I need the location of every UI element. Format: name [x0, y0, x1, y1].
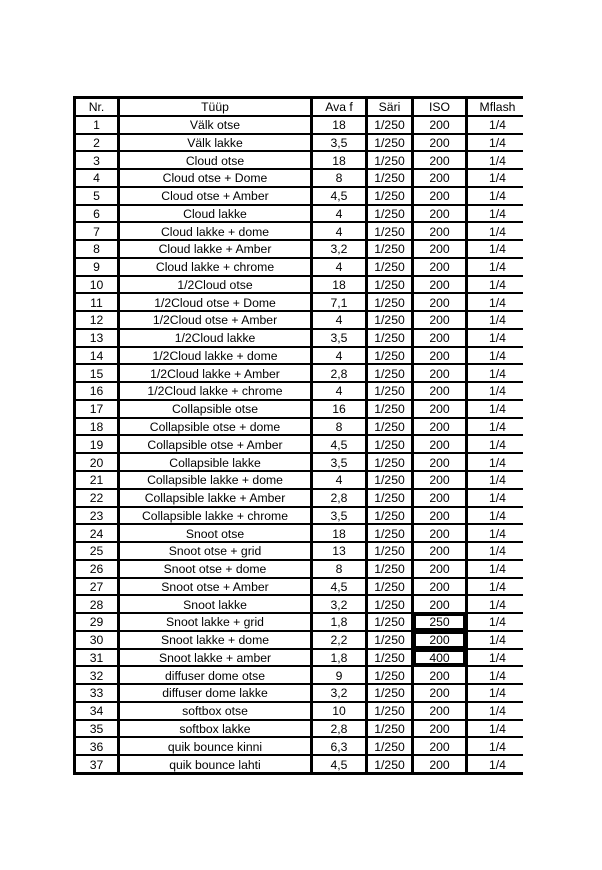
cell-iso: 200 [414, 596, 465, 612]
cell-iso: 200 [414, 241, 465, 257]
cell-ava-f: 3,5 [313, 330, 365, 346]
cell-iso: 200 [414, 685, 465, 701]
cell-ava-f: 7,1 [313, 294, 365, 310]
cell-ava-f: 8 [313, 170, 365, 186]
cell-tyyp: Collapsible otse + dome [120, 419, 310, 435]
cell-tyyp: Välk lakke [120, 135, 310, 151]
cell-mflash: 1/4 [468, 241, 527, 257]
cell-ava-f: 18 [313, 277, 365, 293]
cell-nr: 6 [76, 206, 117, 222]
cell-tyyp: 1/2Cloud otse + Dome [120, 294, 310, 310]
cell-nr: 21 [76, 472, 117, 488]
cell-mflash: 1/4 [468, 525, 527, 541]
cell-iso: 200 [414, 543, 465, 559]
cell-tyyp: Collapsible lakke [120, 454, 310, 470]
header-tyyp: Tüüp [120, 99, 310, 115]
cell-nr: 24 [76, 525, 117, 541]
cell-iso: 200 [414, 152, 465, 168]
cell-iso: 200 [414, 454, 465, 470]
cell-sari: 1/250 [368, 596, 411, 612]
cell-iso: 200 [414, 436, 465, 452]
cell-ava-f: 2,8 [313, 721, 365, 737]
cell-mflash: 1/4 [468, 348, 527, 364]
cell-mflash: 1/4 [468, 436, 527, 452]
cell-nr: 35 [76, 721, 117, 737]
table-grid [76, 99, 520, 772]
cell-mflash: 1/4 [468, 454, 527, 470]
cell-nr: 29 [76, 614, 117, 630]
cell-mflash: 1/4 [468, 117, 527, 133]
cell-tyyp: Collapsible otse + Amber [120, 436, 310, 452]
cell-nr: 30 [76, 632, 117, 648]
cell-tyyp: Cloud otse [120, 152, 310, 168]
cell-ava-f: 4 [313, 223, 365, 239]
cell-nr: 17 [76, 401, 117, 417]
cell-iso: 200 [414, 348, 465, 364]
cell-tyyp: quik bounce lahti [120, 756, 310, 772]
cell-tyyp: Snoot lakke [120, 596, 310, 612]
cell-sari: 1/250 [368, 277, 411, 293]
data-table [73, 96, 523, 775]
cell-iso: 200 [414, 756, 465, 772]
cell-sari: 1/250 [368, 223, 411, 239]
cell-iso: 200 [414, 365, 465, 381]
cell-tyyp: Collapsible lakke + chrome [120, 508, 310, 524]
cell-ava-f: 9 [313, 667, 365, 683]
header-sari: Säri [368, 99, 411, 115]
cell-sari: 1/250 [368, 241, 411, 257]
cell-iso: 200 [414, 170, 465, 186]
cell-iso: 200 [414, 401, 465, 417]
cell-ava-f: 18 [313, 525, 365, 541]
cell-nr: 20 [76, 454, 117, 470]
cell-ava-f: 3,2 [313, 241, 365, 257]
cell-nr: 8 [76, 241, 117, 257]
cell-iso: 200 [414, 117, 465, 133]
cell-ava-f: 6,3 [313, 738, 365, 754]
cell-iso: 200 [414, 472, 465, 488]
cell-nr: 36 [76, 738, 117, 754]
cell-tyyp: softbox lakke [120, 721, 310, 737]
cell-iso: 200 [414, 188, 465, 204]
cell-tyyp: 1/2Cloud lakke + dome [120, 348, 310, 364]
cell-tyyp: Cloud lakke [120, 206, 310, 222]
cell-sari: 1/250 [368, 525, 411, 541]
cell-tyyp: Snoot otse + dome [120, 561, 310, 577]
cell-nr: 32 [76, 667, 117, 683]
cell-nr: 18 [76, 419, 117, 435]
cell-iso: 200 [414, 508, 465, 524]
cell-tyyp: Snoot lakke + dome [120, 632, 310, 648]
cell-nr: 26 [76, 561, 117, 577]
cell-tyyp: Collapsible otse [120, 401, 310, 417]
cell-mflash: 1/4 [468, 543, 527, 559]
cell-nr: 5 [76, 188, 117, 204]
cell-sari: 1/250 [368, 543, 411, 559]
cell-mflash: 1/4 [468, 294, 527, 310]
header-iso: ISO [414, 99, 465, 115]
cell-ava-f: 4 [313, 206, 365, 222]
cell-nr: 2 [76, 135, 117, 151]
cell-iso: 200 [414, 135, 465, 151]
cell-mflash: 1/4 [468, 685, 527, 701]
cell-mflash: 1/4 [468, 419, 527, 435]
cell-ava-f: 4 [313, 383, 365, 399]
cell-ava-f: 4 [313, 348, 365, 364]
cell-ava-f: 18 [313, 117, 365, 133]
cell-sari: 1/250 [368, 508, 411, 524]
cell-ava-f: 13 [313, 543, 365, 559]
cell-mflash: 1/4 [468, 508, 527, 524]
cell-mflash: 1/4 [468, 135, 527, 151]
cell-tyyp: 1/2Cloud lakke [120, 330, 310, 346]
cell-sari: 1/250 [368, 703, 411, 719]
cell-sari: 1/250 [368, 365, 411, 381]
cell-ava-f: 3,2 [313, 596, 365, 612]
cell-mflash: 1/4 [468, 277, 527, 293]
cell-iso: 200 [414, 632, 465, 648]
cell-iso: 200 [414, 738, 465, 754]
cell-mflash: 1/4 [468, 738, 527, 754]
cell-sari: 1/250 [368, 561, 411, 577]
cell-nr: 22 [76, 490, 117, 506]
cell-sari: 1/250 [368, 117, 411, 133]
cell-sari: 1/250 [368, 756, 411, 772]
cell-nr: 23 [76, 508, 117, 524]
cell-ava-f: 3,5 [313, 135, 365, 151]
cell-mflash: 1/4 [468, 721, 527, 737]
cell-mflash: 1/4 [468, 703, 527, 719]
cell-nr: 7 [76, 223, 117, 239]
cell-sari: 1/250 [368, 383, 411, 399]
cell-nr: 10 [76, 277, 117, 293]
cell-iso: 400 [414, 650, 465, 666]
cell-iso: 200 [414, 330, 465, 346]
cell-mflash: 1/4 [468, 206, 527, 222]
cell-tyyp: Snoot otse + Amber [120, 579, 310, 595]
cell-mflash: 1/4 [468, 312, 527, 328]
cell-sari: 1/250 [368, 259, 411, 275]
cell-sari: 1/250 [368, 667, 411, 683]
cell-iso: 200 [414, 383, 465, 399]
header-nr: Nr. [76, 99, 117, 115]
cell-ava-f: 4,5 [313, 188, 365, 204]
cell-nr: 37 [76, 756, 117, 772]
cell-mflash: 1/4 [468, 650, 527, 666]
cell-sari: 1/250 [368, 188, 411, 204]
cell-ava-f: 18 [313, 152, 365, 168]
cell-sari: 1/250 [368, 632, 411, 648]
cell-sari: 1/250 [368, 152, 411, 168]
cell-sari: 1/250 [368, 650, 411, 666]
cell-nr: 14 [76, 348, 117, 364]
cell-iso: 200 [414, 667, 465, 683]
cell-sari: 1/250 [368, 348, 411, 364]
cell-nr: 28 [76, 596, 117, 612]
cell-tyyp: Snoot lakke + amber [120, 650, 310, 666]
cell-ava-f: 16 [313, 401, 365, 417]
cell-mflash: 1/4 [468, 152, 527, 168]
cell-sari: 1/250 [368, 579, 411, 595]
cell-iso: 200 [414, 490, 465, 506]
cell-mflash: 1/4 [468, 596, 527, 612]
cell-nr: 15 [76, 365, 117, 381]
cell-tyyp: Cloud lakke + chrome [120, 259, 310, 275]
cell-mflash: 1/4 [468, 667, 527, 683]
cell-sari: 1/250 [368, 738, 411, 754]
cell-nr: 1 [76, 117, 117, 133]
cell-tyyp: Collapsible lakke + Amber [120, 490, 310, 506]
cell-ava-f: 1,8 [313, 650, 365, 666]
cell-sari: 1/250 [368, 490, 411, 506]
cell-tyyp: 1/2Cloud otse + Amber [120, 312, 310, 328]
cell-sari: 1/250 [368, 685, 411, 701]
cell-nr: 13 [76, 330, 117, 346]
cell-tyyp: Cloud otse + Dome [120, 170, 310, 186]
cell-tyyp: Cloud lakke + dome [120, 223, 310, 239]
cell-mflash: 1/4 [468, 579, 527, 595]
cell-iso: 200 [414, 277, 465, 293]
cell-tyyp: 1/2Cloud lakke + chrome [120, 383, 310, 399]
cell-iso: 200 [414, 525, 465, 541]
cell-mflash: 1/4 [468, 365, 527, 381]
cell-ava-f: 8 [313, 419, 365, 435]
cell-tyyp: Snoot lakke + grid [120, 614, 310, 630]
cell-tyyp: 1/2Cloud otse [120, 277, 310, 293]
cell-tyyp: diffuser dome lakke [120, 685, 310, 701]
cell-mflash: 1/4 [468, 259, 527, 275]
cell-nr: 9 [76, 259, 117, 275]
cell-iso: 200 [414, 561, 465, 577]
cell-nr: 34 [76, 703, 117, 719]
cell-nr: 11 [76, 294, 117, 310]
cell-nr: 12 [76, 312, 117, 328]
cell-iso: 200 [414, 721, 465, 737]
cell-iso: 200 [414, 419, 465, 435]
cell-sari: 1/250 [368, 614, 411, 630]
cell-tyyp: quik bounce kinni [120, 738, 310, 754]
cell-ava-f: 1,8 [313, 614, 365, 630]
cell-iso: 200 [414, 259, 465, 275]
cell-sari: 1/250 [368, 419, 411, 435]
cell-iso: 200 [414, 223, 465, 239]
cell-tyyp: Cloud lakke + Amber [120, 241, 310, 257]
cell-ava-f: 4,5 [313, 756, 365, 772]
cell-tyyp: diffuser dome otse [120, 667, 310, 683]
cell-sari: 1/250 [368, 294, 411, 310]
cell-ava-f: 4,5 [313, 579, 365, 595]
cell-nr: 4 [76, 170, 117, 186]
cell-mflash: 1/4 [468, 472, 527, 488]
cell-ava-f: 3,5 [313, 508, 365, 524]
cell-tyyp: Välk otse [120, 117, 310, 133]
cell-sari: 1/250 [368, 472, 411, 488]
cell-sari: 1/250 [368, 401, 411, 417]
cell-ava-f: 4 [313, 312, 365, 328]
header-ava-f: Ava f [313, 99, 365, 115]
cell-mflash: 1/4 [468, 401, 527, 417]
cell-iso: 200 [414, 294, 465, 310]
cell-tyyp: Collapsible lakke + dome [120, 472, 310, 488]
cell-ava-f: 2,2 [313, 632, 365, 648]
cell-ava-f: 8 [313, 561, 365, 577]
cell-iso: 250 [414, 614, 465, 630]
cell-mflash: 1/4 [468, 170, 527, 186]
cell-mflash: 1/4 [468, 561, 527, 577]
cell-nr: 27 [76, 579, 117, 595]
cell-nr: 33 [76, 685, 117, 701]
cell-sari: 1/250 [368, 135, 411, 151]
cell-mflash: 1/4 [468, 632, 527, 648]
cell-tyyp: Snoot otse + grid [120, 543, 310, 559]
cell-nr: 16 [76, 383, 117, 399]
cell-tyyp: 1/2Cloud lakke + Amber [120, 365, 310, 381]
cell-iso: 200 [414, 703, 465, 719]
cell-sari: 1/250 [368, 170, 411, 186]
cell-ava-f: 3,5 [313, 454, 365, 470]
cell-tyyp: Cloud otse + Amber [120, 188, 310, 204]
cell-mflash: 1/4 [468, 223, 527, 239]
cell-iso: 200 [414, 312, 465, 328]
cell-tyyp: softbox otse [120, 703, 310, 719]
cell-nr: 31 [76, 650, 117, 666]
cell-mflash: 1/4 [468, 330, 527, 346]
cell-ava-f: 4 [313, 472, 365, 488]
cell-nr: 25 [76, 543, 117, 559]
cell-ava-f: 3,2 [313, 685, 365, 701]
cell-ava-f: 2,8 [313, 490, 365, 506]
cell-sari: 1/250 [368, 436, 411, 452]
cell-ava-f: 2,8 [313, 365, 365, 381]
cell-mflash: 1/4 [468, 614, 527, 630]
cell-ava-f: 4 [313, 259, 365, 275]
cell-iso: 200 [414, 579, 465, 595]
cell-ava-f: 4,5 [313, 436, 365, 452]
cell-mflash: 1/4 [468, 383, 527, 399]
header-mflash: Mflash [468, 99, 527, 115]
cell-sari: 1/250 [368, 330, 411, 346]
cell-nr: 19 [76, 436, 117, 452]
cell-sari: 1/250 [368, 454, 411, 470]
cell-mflash: 1/4 [468, 756, 527, 772]
cell-ava-f: 10 [313, 703, 365, 719]
cell-iso: 200 [414, 206, 465, 222]
cell-sari: 1/250 [368, 206, 411, 222]
cell-mflash: 1/4 [468, 490, 527, 506]
cell-tyyp: Snoot otse [120, 525, 310, 541]
cell-sari: 1/250 [368, 312, 411, 328]
cell-nr: 3 [76, 152, 117, 168]
cell-mflash: 1/4 [468, 188, 527, 204]
cell-sari: 1/250 [368, 721, 411, 737]
